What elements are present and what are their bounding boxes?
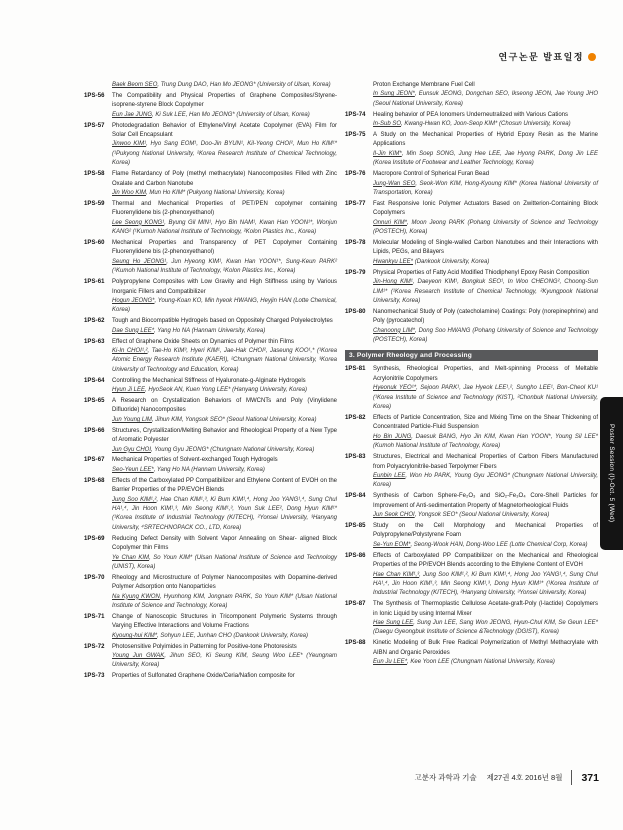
entry-authors: Jung Soo KIM¹,², Hae Chan KIM¹,³, Ki Bum KIM¹,⁴, Hong Joo YANG¹,⁴, Sung Chul HA¹,⁴, Jin Hoon KIM¹,³, Min Seong KIM¹,³, Youn Suk LEE², Dong Hyun KIM¹* (¹Korea Institute of Industrial Technology (KITECH), ²Yonsei University, ³Hanyang University, ⁴SRTECHNOPACK CO., LTD, Korea) [112, 496, 337, 531]
program-entry [84, 574, 337, 612]
entry-body [373, 600, 598, 638]
entry-authors: Jun Seok CHOI, Yongsok SEO* (Seoul National University, Korea) [373, 512, 550, 519]
entry-number: 1PS-81 [345, 366, 366, 373]
program-entry [84, 535, 337, 573]
entry-lead-author: Hae Sung LEE [373, 620, 414, 627]
entry-body [373, 552, 598, 599]
program-entry [345, 81, 598, 109]
entry-title: Nanomechanical Study of Poly (catecholamine) Coatings: Poly (norepinephrine) and Poly (pyrocatechol) [373, 308, 598, 325]
entry-title: Macropore Control of Spherical Furan Bead [373, 171, 490, 178]
entry-body [373, 131, 598, 169]
entry-authors: Hogun JEONG*, Young-Koan KO, Min hyeok HWANG, Heyjin HAN (Lotte Chemical, Korea) [112, 297, 337, 314]
entry-body [373, 170, 598, 198]
program-entry [345, 269, 598, 307]
entry-lead-author: Jun Gyu CHOI [112, 446, 152, 453]
footer-divider [571, 770, 572, 785]
entry-number: 1PS-73 [84, 673, 105, 680]
entry-lead-author: Il-Jin KIM* [373, 150, 402, 157]
entry-number: 1PS-61 [84, 279, 105, 286]
entry-title: A Study on the Mechanical Properties of Hybrid Epoxy Resin as the Marine Applications [373, 132, 598, 148]
entry-number: 1PS-59 [84, 200, 105, 207]
entry-body [112, 672, 337, 681]
entry-number: 1PS-76 [345, 171, 366, 178]
entry-authors: Hwankyu LEE* (Dankook University, Korea) [373, 258, 490, 265]
entry-lead-author: Chanoong LIM* [373, 327, 415, 334]
entry-number: 1PS-85 [345, 522, 366, 529]
entry-body [373, 365, 598, 412]
entry-title: Tough and Biocompatible Hydrogels based on Oppositely Charged Polyelectrolytes [112, 318, 333, 325]
entry-body [112, 278, 337, 316]
entry-body [112, 643, 337, 671]
entry-authors: Jin-Hong KIM¹, Daeyeon KIM¹, Bongkuk SEO¹, In Woo CHEONG², Choong-Sun LIM¹* (¹Korea Research Institute of Chemical Technology, ²Kyungpook National University, Korea) [373, 279, 599, 304]
entry-number [345, 81, 373, 109]
side-tab-poster-session [600, 397, 623, 550]
entry-number: 1PS-60 [84, 240, 105, 246]
entry-lead-author: Hae Chan KIM¹,³ [373, 571, 420, 578]
entry-lead-author: Jin-Hong KIM¹ [373, 279, 413, 286]
entry-body [112, 122, 337, 169]
entry-number: 1PS-69 [84, 535, 105, 542]
entry-title: Physical Properties of Fatty Acid Modified Thiodiphenyl Epoxy Resin Composition [373, 269, 590, 276]
side-tab-label: Poster Session (I)-Oct. 5 (Wed) [608, 424, 615, 523]
entry-lead-author: In Sung JEON* [373, 91, 415, 98]
entry-lead-author: Ho Bin JUNG [373, 433, 412, 440]
entry-authors: Dae Sung LEE*, Yang Ho NA (Hannam University, Korea) [112, 327, 266, 334]
entry-number: 1PS-79 [345, 269, 366, 276]
entry-number: 1PS-74 [345, 111, 366, 118]
entry-authors: Jinwoo KIM¹, Hyo Sang EOM¹, Doo-Jin BYUN¹, Kil-Yeong CHOI², Mun Ho KIM¹* (¹Pukyong National University, ²Korea Research Institute of Chemical Technology, Korea) [112, 141, 337, 167]
entry-title: Photosensitive Polyimides in Patterning for Positive-tone Photoresists [112, 643, 297, 650]
entry-body [373, 81, 598, 109]
entry-body [373, 639, 598, 667]
entry-authors: In-Sub SO, Kwang-Hwan KO, Joon-Seop KIM* (Chosun University, Korea) [373, 121, 571, 128]
entry-number: 1PS-75 [345, 132, 366, 139]
entry-body [373, 111, 598, 130]
entry-title: Controlling the Mechanical Stiffness of Hyaluronate-g-Alginate Hydrogels [112, 377, 306, 384]
entry-lead-author: Ki-In CHOI¹,² [112, 347, 148, 354]
program-entry [345, 522, 598, 550]
entry-authors: Eun Jae JUNG, Ki Suk LEE, Han Mo JEONG* (University of Ulsan, Korea) [112, 111, 310, 118]
program-entry [345, 639, 598, 667]
program-entry [84, 397, 337, 425]
left-column [84, 81, 337, 683]
program-entry [84, 613, 337, 641]
entry-lead-author: Ye Chan KIM [112, 554, 150, 561]
entry-lead-author: Eun Jae JUNG [112, 111, 153, 118]
entry-lead-author: Eun Ju LEE* [373, 659, 408, 666]
entry-lead-author: Seo-Yeun LEE* [112, 466, 154, 473]
program-entry [84, 456, 337, 475]
entry-authors: Se-Yun EOM*, Seong-Wook HAN, Dong-Woo LEE (Lotte Chemical Corp, Korea) [373, 541, 588, 548]
entry-lead-author: Hyeonuk YEO¹* [373, 385, 417, 392]
entry-body [373, 308, 598, 346]
program-entry [84, 122, 337, 169]
program-entry [84, 92, 337, 120]
entry-title: Effects of the Carboxylated PP Compatibilizer and Ethylene Content of EVOH on the Barrier Properties of the PP/EVOH Blends [112, 477, 337, 494]
entry-body [373, 414, 598, 452]
entry-lead-author: Jinwoo KIM¹ [112, 141, 147, 148]
entry-number: 1PS-72 [84, 643, 105, 650]
entry-number: 1PS-88 [345, 640, 366, 647]
entry-authors: Hyeonuk YEO¹*, Sejoon PARK¹, Jae Hyeok LEE¹,², Sungho LEE¹, Bon-Cheol KU¹ (¹Korea Institute of Science and Technology (KIST), ²Chonbuk National University, Korea) [373, 385, 598, 411]
program-entry [84, 170, 337, 198]
entry-body [112, 170, 337, 198]
program-entry [84, 317, 337, 336]
entry-title: Study on the Cell Morphology and Mechanical Properties of Polypropylene/Polystyrene Foam [373, 522, 598, 539]
entry-lead-author: Jung-Wan SEO [373, 180, 416, 187]
entry-body [373, 492, 598, 520]
entry-lead-author: Kyoung-hui KIM* [112, 632, 158, 639]
entry-number [84, 81, 112, 90]
entry-body [112, 427, 337, 455]
entry-body [112, 81, 337, 90]
program-entry [345, 453, 598, 491]
entry-body [373, 269, 598, 307]
program-entry [84, 377, 337, 396]
program-entry [345, 170, 598, 198]
entry-authors: Ye Chan KIM, So Youn KIM* (Ulsan National Institute of Science and Technology (UNIST), Korea) [112, 554, 337, 570]
entry-lead-author: Na Kyung KWON [112, 593, 160, 600]
entry-authors: In Sung JEON*, Eunsuk JEONG, Dongchan SEO, Ikseong JEON, Jae Young JHO (Seoul National University, Korea) [373, 91, 598, 107]
entry-lead-author: Hwankyu LEE* [373, 258, 414, 265]
entry-number: 1PS-82 [345, 415, 366, 421]
entry-title: Proton Exchange Membrane Fuel Cell [373, 82, 475, 88]
program-entry [84, 643, 337, 671]
program-entry [345, 600, 598, 638]
page-footer [414, 770, 599, 785]
entry-authors: Baek Beom SEO, Trung Dung DAO, Han Mo JEONG* (University of Ulsan, Korea) [112, 82, 331, 88]
entry-title: The Synthesis of Thermoplastic Cellulose Acetate-graft-Poly (l-lactide) Copolymers in Ionic Liquid by using Internal Mixer [373, 601, 598, 617]
entry-number: 1PS-87 [345, 601, 366, 608]
entry-authors: Eun Ju LEE*, Kee Yoon LEE (Chungnam National University, Korea) [373, 659, 555, 666]
entry-title: Healing behavior of PEA Ionomers Underneutralized with Various Cations [373, 111, 568, 118]
entry-body [112, 397, 337, 425]
entry-authors: Kyoung-hui KIM*, Sohyun LEE, Junhan CHO (Dankook University, Korea) [112, 632, 308, 639]
program-entry [345, 131, 598, 169]
footer-journal-title: 고분자 과학과 기술 [414, 773, 477, 782]
entry-number: 1PS-83 [345, 454, 366, 461]
entry-authors: Seung Ho JEONG¹, Jun Hyeong KIM¹, Kwan Han YOON¹*, Sung-Keun PARK² (¹Kumoh National Institute of Technology, ²Kolon Plastics Inc., Korea) [112, 258, 337, 275]
entry-title: A Research on Crystallization Behaviors of MWCNTs and Poly (Vinylidene Difluoride) Nanocomposites [112, 398, 337, 414]
entry-authors: Eunbin LEE, Won Ho PARK, Young Gyu JEONG* (Chungnam National University, Korea) [373, 472, 598, 489]
entry-body [112, 535, 337, 573]
program-entry [345, 308, 598, 346]
entry-body [373, 522, 598, 550]
entry-body [112, 338, 337, 376]
entry-authors: Jung-Wan SEO, Seok-Won KIM, Hong-Kyoung KIM* (Korea National University of Transportation, Korea) [373, 180, 599, 196]
program-entry [345, 492, 598, 520]
program-entry [345, 552, 598, 599]
program-entry [345, 239, 598, 267]
entry-number: 1PS-57 [84, 122, 105, 129]
program-entry [84, 477, 337, 533]
program-entry [84, 427, 337, 455]
entry-title: Photodegradation Behavior of Ethylene/Vinyl Acetate Copolymer (EVA) Film for Solar Cell Encapsulant [112, 122, 337, 139]
entry-authors: Ho Bin JUNG, Daesuk BANG, Hyo Jin KIM, Kwan Han YOON*, Young Sil LEE* (Kumoh National Institute of Technology, Korea) [373, 433, 598, 450]
entry-number: 1PS-78 [345, 240, 366, 246]
program-entry [84, 672, 337, 681]
entry-body [112, 92, 337, 120]
entry-lead-author: Eunbin LEE [373, 472, 406, 479]
entry-body [373, 453, 598, 491]
entry-title: Mechanical Properties and Transparency of PET Copolymer Containing Fluorenylidene bis (2-phenoxyethanol) [112, 240, 337, 256]
entry-title: Effects of Carboxylated PP Compatibilizer on the Mechanical and Rheological Properties of the PP/EVOH Blends according to the Ethylene Content of EVOH [373, 552, 598, 569]
entry-lead-author: Lee Seong KONG¹ [112, 219, 165, 226]
entry-lead-author: Young Jun GWAK [112, 653, 165, 660]
entry-authors: Ki-In CHOI¹,², Tae-Ho KIM³, Hyeri KIM¹, Jae-Hak CHOI², Jaseung KOO¹,* (¹Korea Atomic Energy Research Institute (KAERI), ²Chungnam National University, ³Korea University of Technology and Education, Korea) [112, 347, 338, 373]
entry-number: 1PS-58 [84, 171, 105, 178]
entry-number: 1PS-56 [84, 92, 105, 99]
entry-body [112, 456, 337, 475]
entry-authors: Il-Jin KIM*, Min Soep SONG, Jung Hee LEE, Jae Hyong PARK, Dong Jin LEE (Korea Institute of Footwear and Leather Technology, Korea) [373, 150, 598, 167]
footer-page-number: 371 [581, 771, 599, 784]
entry-body [112, 377, 337, 396]
entry-authors: Jun Gyu CHOI, Young Gyu JEONG* (Chungnam National University, Korea) [112, 446, 315, 453]
entry-authors: Hae Chan KIM¹,³, Jung Soo KIM¹,², Ki Bum KIM¹,⁴, Hong Joo YANG¹,⁴, Sung Chul HA¹,⁴, Jin Hoon KIM¹,³, Min Seong KIM¹,³, Dong Hyun KIM¹* (¹Korea Institute of Industrial Technology (KITECH), ²Hanyang University, ³Yonsei University, Korea) [373, 571, 599, 597]
entry-number: 1PS-86 [345, 552, 366, 559]
entry-lead-author: Hyun Ji LEE [112, 387, 146, 394]
entry-title: Reducing Defect Density with Solvent Vapor Annealing on Shear- aligned Block Copolymer thin Films [112, 535, 337, 552]
program-entry [345, 365, 598, 412]
entry-title: Kinetic Modeling of Bulk Free Radical Polymerization of Methyl Methacrylate with AIBN and Organic Peroxides [373, 640, 598, 656]
entry-authors: Jun Young LIM, Jihun KIM, Yongsok SEO* (Seoul National University, Korea) [112, 416, 317, 423]
entry-lead-author: Onnuri KIM* [373, 219, 407, 226]
entry-number: 1PS-80 [345, 308, 366, 315]
entry-authors: Na Kyung KWON, Hyunhong KIM, Jongnam PARK, So Youn KIM* (Ulsan National Institute of Science and Technology, Korea) [112, 593, 337, 610]
entry-body [112, 477, 337, 533]
entry-authors: Chanoong LIM*, Dong Soo HWANG (Pohang University of Science and Technology (POSTECH), Korea) [373, 327, 598, 344]
right-column [345, 81, 598, 669]
footer-issue: 제27권 4호 2016년 8월 [486, 773, 563, 782]
entry-title: Properties of Sulfonated Graphene Oxide/Ceria/Nafion composite for [112, 673, 295, 680]
entry-title: The Compatibility and Physical Properties of Graphene Composites/Styrene-isoprene-styrene Block Copolymer [112, 92, 337, 109]
program-entry [84, 239, 337, 277]
entry-authors: Hae Sung LEE, Sung Jun LEE, Sang Won JEONG, Hyun-Chul KIM, Se Geun LEE* (Daegu Gyeongbuk Institute of Science &Technology (DGIST), Korea) [373, 620, 598, 636]
entry-title: Structures, Crystallization/Melting Behavior and Rheological Property of a New Type of Aromatic Polyester [112, 427, 337, 444]
page-header-title: 연구논문 발표일정 [498, 52, 584, 62]
program-entry [345, 414, 598, 452]
entry-lead-author: Seung Ho JEONG¹ [112, 258, 167, 265]
entry-lead-author: Jun Seok CHOI [373, 512, 415, 519]
entry-number: 1PS-66 [84, 427, 105, 434]
entry-title: Molecular Modeling of Single-walled Carbon Nanotubes and their Interactions with Lipids, PEGs, and Bilayers [373, 240, 598, 256]
program-entry [345, 200, 598, 238]
entry-lead-author: Jun Young LIM [112, 416, 152, 423]
entry-number: 1PS-63 [84, 338, 105, 345]
entry-title: Synthesis, Rheological Properties, and Melt-spinning Process of Meltable Acrylonitrile Copolymers [373, 366, 598, 382]
entry-title: Effects of Particle Concentration, Size and Mixing Time on the Shear Thickening of Concentrated Particle-Fluid Suspension [373, 415, 598, 431]
entry-body [373, 239, 598, 267]
entry-lead-author: Jung Soo KIM¹,² [112, 496, 157, 503]
entry-authors: Seo-Yeun LEE*, Yang Ho NA (Hannam University, Korea) [112, 466, 265, 473]
entry-body [112, 574, 337, 612]
entry-lead-author: Baek Beom SEO [112, 82, 158, 88]
entry-authors: Young Jun GWAK, Jihun SEO, Ki Seung KIM, Seung Woo LEE* (Yeungnam University, Korea) [112, 653, 337, 669]
entry-title: Mechanical Properties of Solvent-exchanged Tough Hydrogels [112, 457, 278, 464]
program-entry [84, 81, 337, 90]
entry-authors: Hyun Ji LEE, HyoSeok AN, Kuen Yong LEE* (Hanyang University, Korea) [112, 387, 307, 394]
entry-number: 1PS-71 [84, 613, 105, 620]
entry-title: Effect of Graphene Oxide Sheets on Dynamics of Polymer thin Films [112, 338, 294, 345]
entry-title: Change of Nanoscopic Structures in Tricomponent Polymeric Systems through Varying Effective Interactions and Volume Fractions [112, 613, 337, 630]
entry-title: Fast Responsive Ionic Polymer Actuators Based on Zwitterion-Containing Block Copolymers [373, 200, 598, 217]
entry-authors: Jin Woo KIM, Mun Ho KIM* (Pukyong National University, Korea) [112, 189, 285, 196]
entry-number: 1PS-64 [84, 377, 105, 384]
entry-title: Structures, Electrical and Mechanical Properties of Carbon Fibers Manufactured from Polyacrylonitrile-based Terpolymer Fibers [373, 454, 598, 470]
entry-lead-author: Se-Yun EOM* [373, 541, 411, 548]
program-entry [84, 200, 337, 238]
entry-number: 1PS-70 [84, 574, 105, 581]
entry-lead-author: In-Sub SO [373, 121, 402, 128]
entry-number: 1PS-68 [84, 477, 105, 484]
entry-number: 1PS-77 [345, 200, 366, 207]
program-entry [84, 338, 337, 376]
page-header [296, 50, 596, 63]
program-entry [84, 278, 337, 316]
entry-body [112, 239, 337, 277]
entry-title: Synthesis of Carbon Sphere-Fe₂O₃ and SiO₂-Fe₃O₄ Core-Shell Particles for Improvement of Anti-sedimentation Property of Magnetorheological Fluids [373, 493, 598, 509]
entry-number: 1PS-67 [84, 457, 105, 464]
entry-title: Thermal and Mechanical Properties of PET/PEN copolymer containing Fluorenylidene bis (2-phenoxyethanol) [112, 200, 337, 217]
entry-body [373, 200, 598, 238]
entry-title: Polypropylene Composites with Low Gravity and High Stiffness using by Various Inorganic Fillers and Compatibilizer [112, 279, 337, 295]
entry-number: 1PS-65 [84, 398, 105, 404]
entry-number: 1PS-84 [345, 493, 366, 500]
entry-lead-author: Hogun JEONG* [112, 297, 155, 304]
entry-lead-author: Jin Woo KIM [112, 189, 147, 196]
program-entry [345, 111, 598, 130]
section-header: 3. Polymer Rheology and Processing [345, 350, 598, 361]
entry-body [112, 200, 337, 238]
entry-authors: Onnuri KIM*, Moon Jeong PARK (Pohang University of Science and Technology (POSTECH), Korea) [373, 219, 598, 236]
entry-authors: Lee Seong KONG¹, Byung Gil MIN¹, Hyo Bin NAM¹, Kwan Han YOON¹*, Wonjun KANG² (¹Kumoh National Institute of Technology, ²Kolon Plastics Inc., Korea) [112, 219, 337, 236]
header-accent-dot-icon [588, 53, 596, 61]
entry-body [112, 613, 337, 641]
entry-title: Rheology and Microstructure of Polymer Nanocomposites with Dopamine-derived Polymer Adsorption onto Nanoparticles [112, 574, 337, 591]
entry-lead-author: Dae Sung LEE* [112, 327, 155, 334]
entry-title: Flame Retardancy of Poly (methyl methacrylate) Nanocomposites Filled with Zinc Oxalate and Carbon Nanotube [112, 171, 337, 187]
entry-body [112, 317, 337, 336]
entry-number: 1PS-62 [84, 318, 105, 325]
